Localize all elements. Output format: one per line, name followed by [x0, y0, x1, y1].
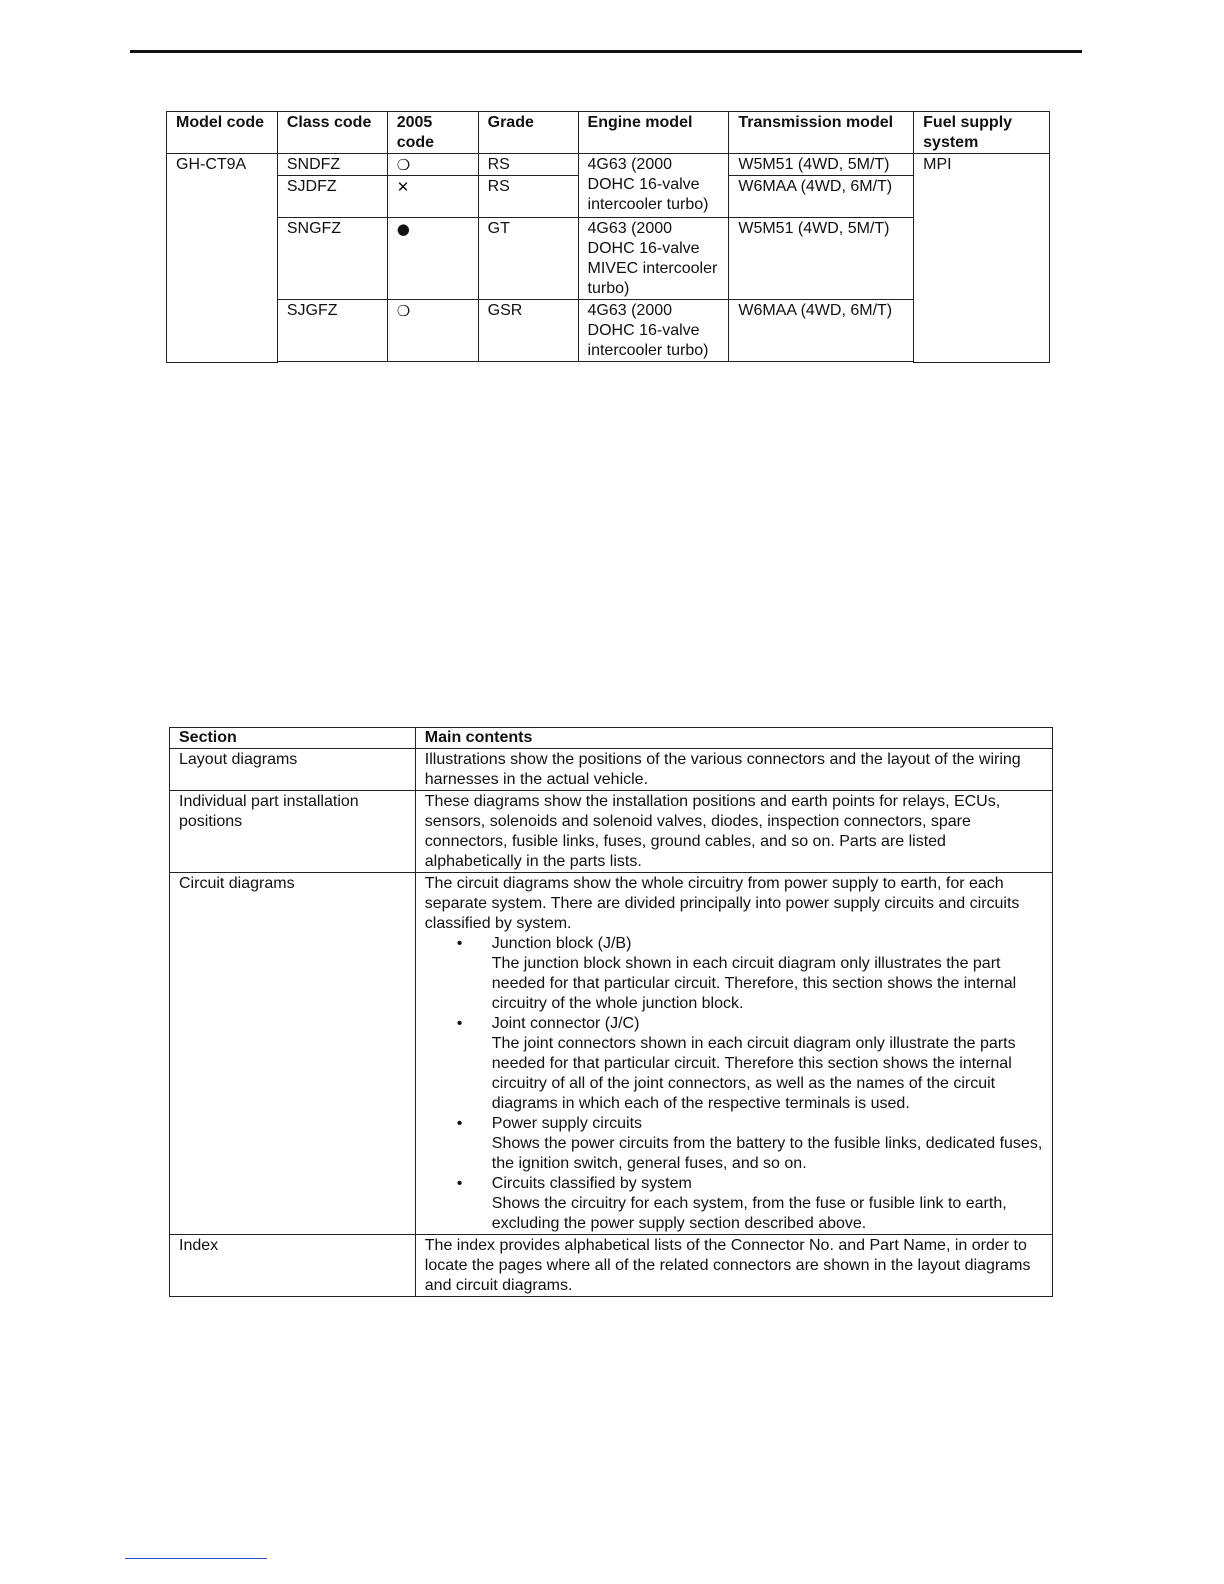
code-symbol-cell: ✕: [387, 176, 478, 218]
header-grade: Grade: [478, 112, 578, 154]
header-2005-code: 2005 code: [387, 112, 478, 154]
bullet-icon: •: [456, 1175, 463, 1192]
header-class-code: Class code: [277, 112, 387, 154]
section-table: [169, 727, 1053, 1297]
engine-cell: 4G63 (2000 DOHC 16-valve intercooler turbo): [578, 300, 729, 362]
header-rule: [130, 50, 1082, 53]
class-code-cell: SJGFZ: [277, 300, 387, 362]
code-symbol-cell: ●: [387, 218, 478, 300]
section-name-cell: Circuit diagrams: [170, 873, 416, 1235]
code-symbol-cell: ❍: [387, 300, 478, 362]
bullet-title: Junction block (J/B): [491, 935, 632, 952]
section-contents-cell: [415, 873, 1052, 1235]
bullet-text: Shows the power circuits from the battery to the fusible links, dedicated fuses, the ignition switch, general fuses, and so on.: [491, 1135, 1043, 1172]
list-item: [425, 934, 1043, 1014]
class-code-cell: SNGFZ: [277, 218, 387, 300]
bullet-title: Joint connector (J/C): [491, 1015, 640, 1032]
header-transmission-model: Transmission model: [729, 112, 914, 154]
list-item: [425, 1014, 1043, 1114]
transmission-cell: W5M51 (4WD, 5M/T): [729, 154, 914, 176]
table-row: [170, 873, 1053, 1235]
class-code-cell: SNDFZ: [277, 154, 387, 176]
section-name-cell: Index: [170, 1235, 416, 1297]
section-contents-cell: These diagrams show the installation positions and earth points for relays, ECUs, sensors, solenoids and solenoid valves, diodes, inspection connectors, spare connectors, fusible links, fuses, ground cables, and so on. Parts are listed alphabetically in the parts lists.: [415, 791, 1052, 873]
list-item: [425, 1114, 1043, 1174]
table-header-row: [170, 728, 1053, 749]
code-symbol-cell: ❍: [387, 154, 478, 176]
table-header-row: [167, 112, 1050, 154]
fuel-supply-cell: MPI: [914, 154, 1050, 363]
header-main-contents: Main contents: [415, 728, 1052, 749]
table-row: [170, 791, 1053, 873]
section-contents-cell: The index provides alphabetical lists of the Connector No. and Part Name, in order to locate the pages where all of the related connectors are shown in the layout diagrams and circuit diagrams.: [415, 1235, 1052, 1297]
bullet-icon: •: [456, 935, 463, 952]
transmission-cell: W5M51 (4WD, 5M/T): [729, 218, 914, 300]
bullet-text: Shows the circuitry for each system, from the fuse or fusible link to earth, excluding the power supply section described above.: [491, 1195, 1007, 1232]
bullet-icon: •: [456, 1015, 463, 1032]
transmission-cell: W6MAA (4WD, 6M/T): [729, 300, 914, 362]
grade-cell: RS: [478, 176, 578, 218]
list-item: [425, 1174, 1043, 1234]
table-row: [167, 154, 1050, 176]
class-code-cell: SJDFZ: [277, 176, 387, 218]
section-name-cell: Individual part installation positions: [170, 791, 416, 873]
footer-link-rule: [125, 1558, 267, 1559]
header-fuel-supply: Fuel supply system: [914, 112, 1050, 154]
bullet-icon: •: [456, 1115, 463, 1132]
bullet-text: The joint connectors shown in each circuit diagram only illustrate the parts needed for that particular circuit. Therefore this section shows the internal circuitry of all of the joint connectors, as well as the names of the circuit diagrams in which each of the respective terminals is used.: [491, 1035, 1016, 1112]
section-name-cell: Layout diagrams: [170, 749, 416, 791]
bullet-list: [425, 934, 1043, 1234]
section-contents-cell: Illustrations show the positions of the various connectors and the layout of the wiring harnesses in the actual vehicle.: [415, 749, 1052, 791]
section-contents-text: The circuit diagrams show the whole circuitry from power supply to earth, for each separate system. There are divided principally into power supply circuits and circuits classified by system.: [424, 875, 1020, 932]
grade-cell: RS: [478, 154, 578, 176]
bullet-title: Power supply circuits: [491, 1115, 643, 1132]
engine-cell: 4G63 (2000 DOHC 16-valve MIVEC intercooler turbo): [578, 218, 729, 300]
grade-cell: GSR: [478, 300, 578, 362]
header-section: Section: [170, 728, 416, 749]
engine-cell: 4G63 (2000 DOHC 16-valve intercooler turbo): [578, 154, 729, 218]
bullet-title: Circuits classified by system: [491, 1175, 692, 1192]
table-row: [170, 1235, 1053, 1297]
table-row: [170, 749, 1053, 791]
grade-cell: GT: [478, 218, 578, 300]
header-engine-model: Engine model: [578, 112, 729, 154]
model-table: [166, 111, 1050, 363]
bullet-text: The junction block shown in each circuit diagram only illustrates the part needed for that particular circuit. Therefore, this section shows the internal circuitry of the whole junction block.: [491, 955, 1017, 1012]
model-code-cell: GH-CT9A: [167, 154, 278, 363]
transmission-cell: W6MAA (4WD, 6M/T): [729, 176, 914, 218]
header-model-code: Model code: [167, 112, 278, 154]
